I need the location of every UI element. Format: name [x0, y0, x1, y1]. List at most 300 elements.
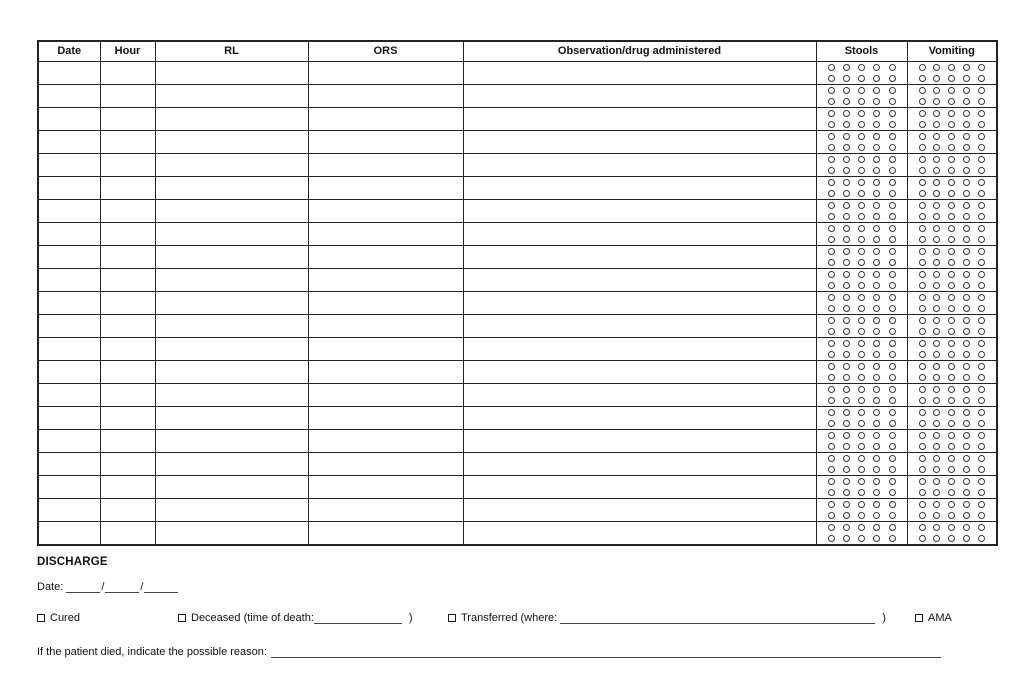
tally-circle[interactable] — [933, 87, 940, 94]
tally-circle[interactable] — [948, 294, 955, 301]
tally-circle[interactable] — [873, 259, 880, 266]
cell-hour[interactable] — [100, 337, 155, 360]
cell-observation[interactable] — [463, 429, 816, 452]
tally-circle[interactable] — [933, 489, 940, 496]
tally-circle[interactable] — [948, 535, 955, 542]
tally-circle[interactable] — [963, 259, 970, 266]
tally-circle[interactable] — [933, 213, 940, 220]
tally-circle[interactable] — [873, 512, 880, 519]
cell-observation[interactable] — [463, 452, 816, 475]
cell-ors[interactable] — [308, 475, 463, 498]
cell-observation[interactable] — [463, 176, 816, 199]
tally-circle[interactable] — [858, 282, 865, 289]
tally-circle[interactable] — [843, 75, 850, 82]
tally-circle[interactable] — [858, 535, 865, 542]
cell-ors[interactable] — [308, 429, 463, 452]
tally-circle[interactable] — [843, 236, 850, 243]
tally-circle[interactable] — [889, 190, 896, 197]
tally-circle[interactable] — [963, 110, 970, 117]
tally-circle[interactable] — [843, 305, 850, 312]
tally-circle[interactable] — [948, 455, 955, 462]
cell-observation[interactable] — [463, 406, 816, 429]
tally-circle[interactable] — [843, 466, 850, 473]
tally-circle[interactable] — [933, 179, 940, 186]
tally-circle[interactable] — [933, 248, 940, 255]
tally-circle[interactable] — [933, 167, 940, 174]
tally-circle[interactable] — [889, 259, 896, 266]
tally-circle[interactable] — [948, 98, 955, 105]
tally-circle[interactable] — [978, 225, 985, 232]
cell-date[interactable] — [38, 475, 100, 498]
tally-circle[interactable] — [843, 351, 850, 358]
tally-circle[interactable] — [919, 75, 926, 82]
tally-circle[interactable] — [858, 501, 865, 508]
tally-circle[interactable] — [858, 156, 865, 163]
tally-circle[interactable] — [873, 386, 880, 393]
tally-circle[interactable] — [919, 213, 926, 220]
cell-date[interactable] — [38, 84, 100, 107]
tally-circle[interactable] — [873, 87, 880, 94]
tally-circle[interactable] — [978, 328, 985, 335]
tally-circle[interactable] — [858, 328, 865, 335]
tally-circle[interactable] — [828, 236, 835, 243]
tally-circle[interactable] — [889, 524, 896, 531]
tally-circle[interactable] — [873, 489, 880, 496]
tally-circle[interactable] — [873, 420, 880, 427]
cell-rl[interactable] — [155, 222, 308, 245]
tally-circle[interactable] — [978, 75, 985, 82]
cell-hour[interactable] — [100, 521, 155, 545]
cell-date[interactable] — [38, 406, 100, 429]
tally-circle[interactable] — [873, 225, 880, 232]
tally-circle[interactable] — [843, 512, 850, 519]
tally-circle[interactable] — [889, 282, 896, 289]
cell-observation[interactable] — [463, 130, 816, 153]
tally-circle[interactable] — [933, 282, 940, 289]
tally-circle[interactable] — [978, 294, 985, 301]
tally-circle[interactable] — [843, 179, 850, 186]
tally-circle[interactable] — [873, 466, 880, 473]
tally-circle[interactable] — [828, 455, 835, 462]
tally-circle[interactable] — [978, 133, 985, 140]
tally-circle[interactable] — [963, 328, 970, 335]
cell-observation[interactable] — [463, 153, 816, 176]
tally-circle[interactable] — [933, 317, 940, 324]
cell-hour[interactable] — [100, 245, 155, 268]
tally-circle[interactable] — [963, 317, 970, 324]
tally-circle[interactable] — [919, 98, 926, 105]
tally-circle[interactable] — [948, 282, 955, 289]
tally-circle[interactable] — [889, 98, 896, 105]
tally-circle[interactable] — [843, 478, 850, 485]
tally-circle[interactable] — [963, 478, 970, 485]
tally-circle[interactable] — [963, 179, 970, 186]
tally-circle[interactable] — [948, 305, 955, 312]
cell-date[interactable] — [38, 245, 100, 268]
tally-circle[interactable] — [828, 374, 835, 381]
cell-rl[interactable] — [155, 337, 308, 360]
tally-circle[interactable] — [858, 259, 865, 266]
cell-hour[interactable] — [100, 291, 155, 314]
tally-circle[interactable] — [843, 190, 850, 197]
cell-rl[interactable] — [155, 61, 308, 84]
tally-circle[interactable] — [978, 512, 985, 519]
tally-circle[interactable] — [843, 489, 850, 496]
cell-date[interactable] — [38, 291, 100, 314]
tally-circle[interactable] — [919, 248, 926, 255]
tally-circle[interactable] — [828, 340, 835, 347]
tally-circle[interactable] — [828, 351, 835, 358]
tally-circle[interactable] — [873, 317, 880, 324]
tally-circle[interactable] — [889, 213, 896, 220]
tally-circle[interactable] — [933, 524, 940, 531]
tally-circle[interactable] — [919, 190, 926, 197]
tally-circle[interactable] — [858, 317, 865, 324]
tally-circle[interactable] — [948, 363, 955, 370]
tally-circle[interactable] — [889, 179, 896, 186]
tally-circle[interactable] — [948, 179, 955, 186]
tally-circle[interactable] — [948, 64, 955, 71]
tally-circle[interactable] — [963, 535, 970, 542]
tally-circle[interactable] — [919, 455, 926, 462]
cell-hour[interactable] — [100, 498, 155, 521]
tally-circle[interactable] — [963, 363, 970, 370]
tally-circle[interactable] — [978, 317, 985, 324]
tally-circle[interactable] — [933, 512, 940, 519]
cell-observation[interactable] — [463, 475, 816, 498]
tally-circle[interactable] — [948, 512, 955, 519]
tally-circle[interactable] — [828, 317, 835, 324]
cell-rl[interactable] — [155, 521, 308, 545]
cell-rl[interactable] — [155, 314, 308, 337]
deceased-checkbox[interactable] — [178, 614, 186, 622]
tally-circle[interactable] — [919, 225, 926, 232]
tally-circle[interactable] — [948, 478, 955, 485]
tally-circle[interactable] — [919, 236, 926, 243]
tally-circle[interactable] — [948, 110, 955, 117]
tally-circle[interactable] — [919, 443, 926, 450]
tally-circle[interactable] — [843, 133, 850, 140]
tally-circle[interactable] — [889, 535, 896, 542]
tally-circle[interactable] — [948, 248, 955, 255]
tally-circle[interactable] — [858, 363, 865, 370]
tally-circle[interactable] — [843, 397, 850, 404]
cell-observation[interactable] — [463, 222, 816, 245]
tally-circle[interactable] — [843, 64, 850, 71]
tally-circle[interactable] — [873, 75, 880, 82]
tally-circle[interactable] — [978, 213, 985, 220]
tally-circle[interactable] — [873, 501, 880, 508]
tally-circle[interactable] — [978, 478, 985, 485]
tally-circle[interactable] — [963, 432, 970, 439]
cell-hour[interactable] — [100, 383, 155, 406]
tally-circle[interactable] — [948, 374, 955, 381]
cell-rl[interactable] — [155, 84, 308, 107]
tally-circle[interactable] — [919, 317, 926, 324]
tally-circle[interactable] — [948, 259, 955, 266]
cell-rl[interactable] — [155, 406, 308, 429]
tally-circle[interactable] — [948, 420, 955, 427]
tally-circle[interactable] — [843, 363, 850, 370]
tally-circle[interactable] — [858, 98, 865, 105]
tally-circle[interactable] — [978, 432, 985, 439]
tally-circle[interactable] — [828, 144, 835, 151]
tally-circle[interactable] — [843, 524, 850, 531]
tally-circle[interactable] — [843, 432, 850, 439]
cell-ors[interactable] — [308, 406, 463, 429]
tally-circle[interactable] — [948, 328, 955, 335]
tally-circle[interactable] — [978, 167, 985, 174]
tally-circle[interactable] — [963, 443, 970, 450]
tally-circle[interactable] — [828, 478, 835, 485]
date-day-blank[interactable] — [66, 581, 100, 593]
tally-circle[interactable] — [843, 87, 850, 94]
tally-circle[interactable] — [858, 213, 865, 220]
tally-circle[interactable] — [933, 351, 940, 358]
tally-circle[interactable] — [919, 409, 926, 416]
tally-circle[interactable] — [873, 110, 880, 117]
tally-circle[interactable] — [978, 466, 985, 473]
tally-circle[interactable] — [933, 397, 940, 404]
tally-circle[interactable] — [873, 328, 880, 335]
tally-circle[interactable] — [828, 248, 835, 255]
tally-circle[interactable] — [828, 121, 835, 128]
tally-circle[interactable] — [858, 294, 865, 301]
tally-circle[interactable] — [948, 397, 955, 404]
tally-circle[interactable] — [919, 489, 926, 496]
tally-circle[interactable] — [828, 294, 835, 301]
tally-circle[interactable] — [933, 478, 940, 485]
cell-ors[interactable] — [308, 245, 463, 268]
tally-circle[interactable] — [889, 455, 896, 462]
tally-circle[interactable] — [843, 110, 850, 117]
tally-circle[interactable] — [948, 501, 955, 508]
tally-circle[interactable] — [963, 489, 970, 496]
tally-circle[interactable] — [978, 351, 985, 358]
tally-circle[interactable] — [873, 351, 880, 358]
cell-ors[interactable] — [308, 521, 463, 545]
tally-circle[interactable] — [843, 294, 850, 301]
tally-circle[interactable] — [933, 259, 940, 266]
cell-hour[interactable] — [100, 314, 155, 337]
tally-circle[interactable] — [963, 213, 970, 220]
tally-circle[interactable] — [889, 87, 896, 94]
tally-circle[interactable] — [933, 294, 940, 301]
tally-circle[interactable] — [858, 524, 865, 531]
cell-hour[interactable] — [100, 176, 155, 199]
tally-circle[interactable] — [873, 190, 880, 197]
tally-circle[interactable] — [933, 64, 940, 71]
cell-date[interactable] — [38, 314, 100, 337]
tally-circle[interactable] — [889, 110, 896, 117]
tally-circle[interactable] — [889, 248, 896, 255]
tally-circle[interactable] — [873, 294, 880, 301]
tally-circle[interactable] — [963, 98, 970, 105]
cell-rl[interactable] — [155, 245, 308, 268]
tally-circle[interactable] — [933, 75, 940, 82]
tally-circle[interactable] — [933, 156, 940, 163]
tally-circle[interactable] — [843, 501, 850, 508]
tally-circle[interactable] — [858, 110, 865, 117]
tally-circle[interactable] — [948, 133, 955, 140]
cell-hour[interactable] — [100, 222, 155, 245]
tally-circle[interactable] — [858, 202, 865, 209]
tally-circle[interactable] — [858, 236, 865, 243]
tally-circle[interactable] — [858, 455, 865, 462]
tally-circle[interactable] — [828, 501, 835, 508]
cell-date[interactable] — [38, 360, 100, 383]
tally-circle[interactable] — [843, 282, 850, 289]
cell-hour[interactable] — [100, 452, 155, 475]
tally-circle[interactable] — [919, 305, 926, 312]
tally-circle[interactable] — [933, 501, 940, 508]
cell-ors[interactable] — [308, 337, 463, 360]
tally-circle[interactable] — [828, 305, 835, 312]
tally-circle[interactable] — [828, 259, 835, 266]
tally-circle[interactable] — [919, 133, 926, 140]
tally-circle[interactable] — [933, 409, 940, 416]
tally-circle[interactable] — [889, 443, 896, 450]
cell-rl[interactable] — [155, 452, 308, 475]
cell-date[interactable] — [38, 176, 100, 199]
cell-rl[interactable] — [155, 498, 308, 521]
tally-circle[interactable] — [963, 340, 970, 347]
tally-circle[interactable] — [963, 87, 970, 94]
tally-circle[interactable] — [889, 478, 896, 485]
tally-circle[interactable] — [858, 179, 865, 186]
tally-circle[interactable] — [828, 133, 835, 140]
tally-circle[interactable] — [933, 121, 940, 128]
cell-hour[interactable] — [100, 153, 155, 176]
tally-circle[interactable] — [858, 133, 865, 140]
tally-circle[interactable] — [919, 328, 926, 335]
tally-circle[interactable] — [978, 420, 985, 427]
tally-circle[interactable] — [858, 87, 865, 94]
tally-circle[interactable] — [963, 64, 970, 71]
tally-circle[interactable] — [933, 305, 940, 312]
tally-circle[interactable] — [919, 179, 926, 186]
tally-circle[interactable] — [948, 524, 955, 531]
tally-circle[interactable] — [828, 213, 835, 220]
tally-circle[interactable] — [978, 340, 985, 347]
tally-circle[interactable] — [889, 409, 896, 416]
tally-circle[interactable] — [948, 225, 955, 232]
tally-circle[interactable] — [889, 64, 896, 71]
tally-circle[interactable] — [843, 420, 850, 427]
cell-ors[interactable] — [308, 61, 463, 84]
cell-observation[interactable] — [463, 61, 816, 84]
tally-circle[interactable] — [843, 340, 850, 347]
cell-rl[interactable] — [155, 475, 308, 498]
cell-observation[interactable] — [463, 268, 816, 291]
tally-circle[interactable] — [843, 213, 850, 220]
tally-circle[interactable] — [963, 397, 970, 404]
cell-date[interactable] — [38, 268, 100, 291]
tally-circle[interactable] — [963, 190, 970, 197]
tally-circle[interactable] — [963, 374, 970, 381]
cell-rl[interactable] — [155, 291, 308, 314]
tally-circle[interactable] — [919, 432, 926, 439]
tally-circle[interactable] — [889, 75, 896, 82]
tally-circle[interactable] — [858, 420, 865, 427]
tally-circle[interactable] — [889, 340, 896, 347]
tally-circle[interactable] — [858, 443, 865, 450]
tally-circle[interactable] — [978, 87, 985, 94]
cell-rl[interactable] — [155, 199, 308, 222]
tally-circle[interactable] — [978, 248, 985, 255]
tally-circle[interactable] — [919, 259, 926, 266]
tally-circle[interactable] — [963, 466, 970, 473]
cell-rl[interactable] — [155, 130, 308, 153]
cell-hour[interactable] — [100, 360, 155, 383]
tally-circle[interactable] — [843, 328, 850, 335]
tally-circle[interactable] — [948, 236, 955, 243]
tally-circle[interactable] — [828, 87, 835, 94]
cell-rl[interactable] — [155, 360, 308, 383]
cell-rl[interactable] — [155, 383, 308, 406]
tally-circle[interactable] — [873, 98, 880, 105]
tally-circle[interactable] — [889, 202, 896, 209]
tally-circle[interactable] — [858, 271, 865, 278]
tally-circle[interactable] — [828, 397, 835, 404]
tally-circle[interactable] — [948, 351, 955, 358]
tally-circle[interactable] — [889, 317, 896, 324]
tally-circle[interactable] — [828, 190, 835, 197]
tally-circle[interactable] — [948, 121, 955, 128]
tally-circle[interactable] — [843, 202, 850, 209]
tally-circle[interactable] — [828, 179, 835, 186]
tally-circle[interactable] — [919, 466, 926, 473]
tally-circle[interactable] — [963, 351, 970, 358]
transferred-where-blank[interactable] — [560, 612, 875, 624]
tally-circle[interactable] — [919, 156, 926, 163]
tally-circle[interactable] — [978, 259, 985, 266]
tally-circle[interactable] — [858, 75, 865, 82]
tally-circle[interactable] — [873, 374, 880, 381]
tally-circle[interactable] — [933, 236, 940, 243]
tally-circle[interactable] — [858, 190, 865, 197]
tally-circle[interactable] — [919, 386, 926, 393]
tally-circle[interactable] — [948, 432, 955, 439]
cell-ors[interactable] — [308, 222, 463, 245]
tally-circle[interactable] — [978, 179, 985, 186]
tally-circle[interactable] — [919, 478, 926, 485]
tally-circle[interactable] — [978, 64, 985, 71]
tally-circle[interactable] — [828, 489, 835, 496]
tally-circle[interactable] — [919, 351, 926, 358]
tally-circle[interactable] — [858, 167, 865, 174]
tally-circle[interactable] — [978, 374, 985, 381]
cell-ors[interactable] — [308, 383, 463, 406]
tally-circle[interactable] — [978, 156, 985, 163]
tally-circle[interactable] — [933, 340, 940, 347]
tally-circle[interactable] — [873, 524, 880, 531]
tally-circle[interactable] — [828, 202, 835, 209]
tally-circle[interactable] — [919, 87, 926, 94]
tally-circle[interactable] — [873, 156, 880, 163]
tally-circle[interactable] — [963, 455, 970, 462]
tally-circle[interactable] — [919, 501, 926, 508]
tally-circle[interactable] — [963, 236, 970, 243]
cell-observation[interactable] — [463, 314, 816, 337]
time-of-death-blank[interactable] — [314, 612, 402, 624]
tally-circle[interactable] — [889, 420, 896, 427]
ama-checkbox[interactable] — [915, 614, 923, 622]
tally-circle[interactable] — [963, 524, 970, 531]
cell-hour[interactable] — [100, 84, 155, 107]
tally-circle[interactable] — [933, 98, 940, 105]
tally-circle[interactable] — [873, 167, 880, 174]
